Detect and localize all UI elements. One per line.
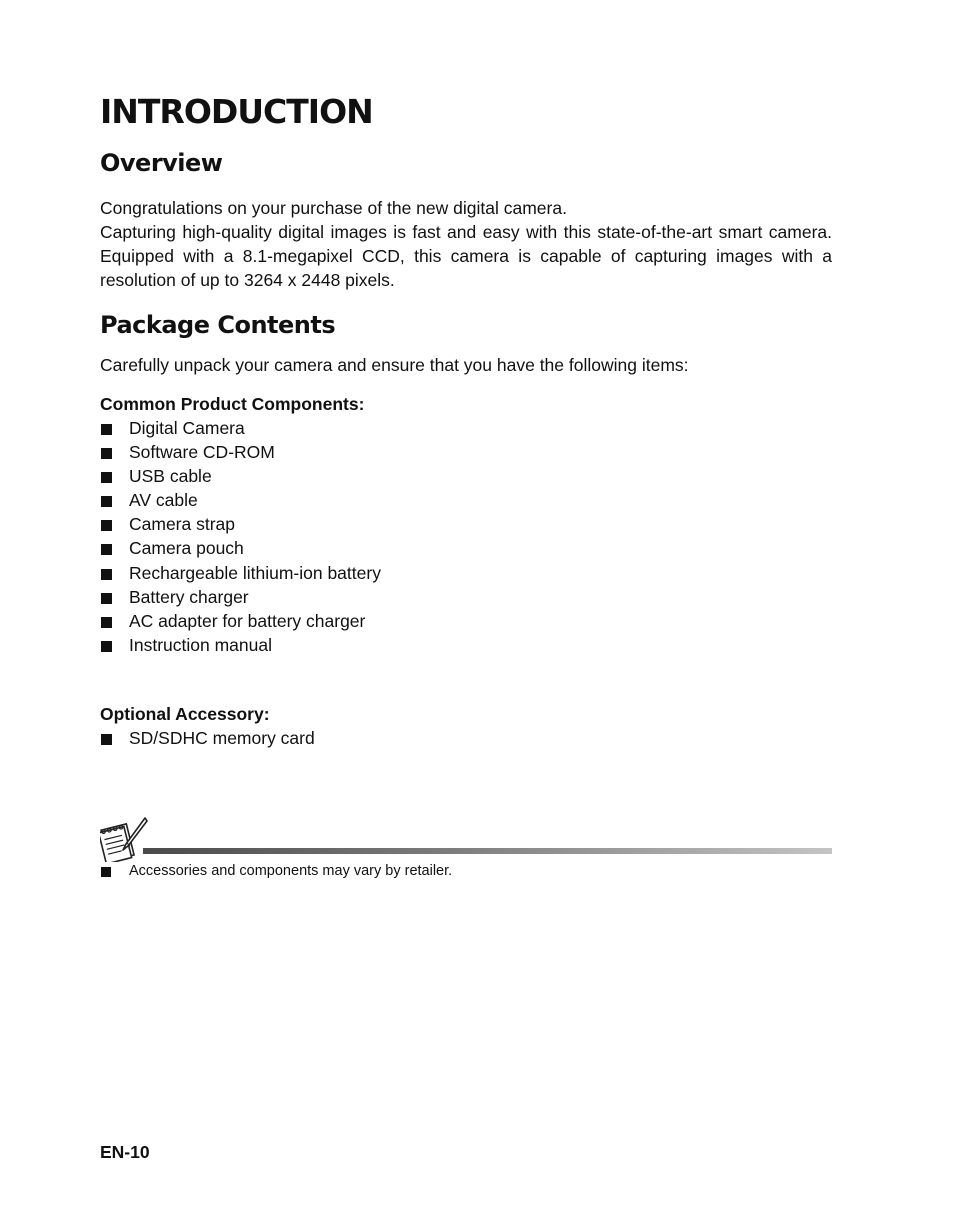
list-item-label: Instruction manual — [129, 634, 272, 655]
square-bullet-icon — [101, 544, 112, 555]
list-item-label: AC adapter for battery charger — [129, 610, 366, 631]
square-bullet-icon — [101, 734, 112, 745]
optional-accessory-list — [100, 726, 315, 750]
square-bullet-icon — [101, 472, 112, 483]
square-bullet-icon — [101, 424, 112, 435]
list-item — [100, 512, 381, 536]
list-item — [100, 416, 381, 440]
list-item-label: Rechargeable lithium-ion battery — [129, 562, 381, 583]
list-item-label: USB cable — [129, 466, 212, 487]
square-bullet-icon — [101, 496, 112, 507]
list-item-label: Camera strap — [129, 514, 236, 535]
square-bullet-icon — [101, 593, 112, 604]
list-item-label: Camera pouch — [129, 538, 244, 559]
list-item — [100, 609, 381, 633]
list-item-label: Software CD-ROM — [129, 442, 275, 463]
page-title: INTRODUCTION — [100, 92, 373, 131]
optional-accessory-label: Optional Accessory: — [100, 704, 270, 724]
overview-text — [100, 196, 832, 292]
list-item — [100, 440, 381, 464]
page-number: EN-10 — [100, 1142, 150, 1162]
list-item — [100, 488, 381, 512]
list-item — [100, 633, 381, 657]
square-bullet-icon — [101, 617, 112, 628]
list-item — [100, 585, 381, 609]
package-intro-text: Carefully unpack your camera and ensure that you have the following items: — [100, 355, 689, 375]
square-bullet-icon — [101, 520, 112, 531]
notepad-pencil-icon — [100, 814, 148, 862]
common-components-label: Common Product Components: — [100, 394, 365, 414]
list-item — [100, 464, 381, 488]
list-item — [100, 536, 381, 560]
list-item — [100, 726, 315, 750]
list-item — [100, 860, 452, 882]
list-item-label: AV cable — [129, 490, 198, 511]
square-bullet-icon — [101, 867, 111, 877]
overview-heading: Overview — [100, 149, 223, 177]
package-contents-heading: Package Contents — [100, 311, 336, 339]
note-divider — [143, 848, 832, 854]
square-bullet-icon — [101, 641, 112, 652]
overview-paragraph: Congratulations on your purchase of the new digital camera. — [100, 198, 567, 218]
list-item-label: Digital Camera — [129, 418, 245, 438]
list-item-label: Battery charger — [129, 586, 249, 607]
note-text: Accessories and components may vary by retailer. — [129, 863, 453, 879]
note-list — [100, 860, 452, 882]
square-bullet-icon — [101, 448, 112, 459]
square-bullet-icon — [101, 569, 112, 580]
overview-paragraph: Capturing high-quality digital images is fast and easy with this state-of-the-art smart camera. Equipped with a 8.1-megapixel CCD, this camera is capable of capturing images with a resolution of up to 3264 x 2448 pixels. — [100, 222, 832, 290]
common-components-list — [100, 416, 381, 657]
list-item-label: SD/SDHC memory card — [129, 728, 315, 748]
list-item — [100, 561, 381, 585]
